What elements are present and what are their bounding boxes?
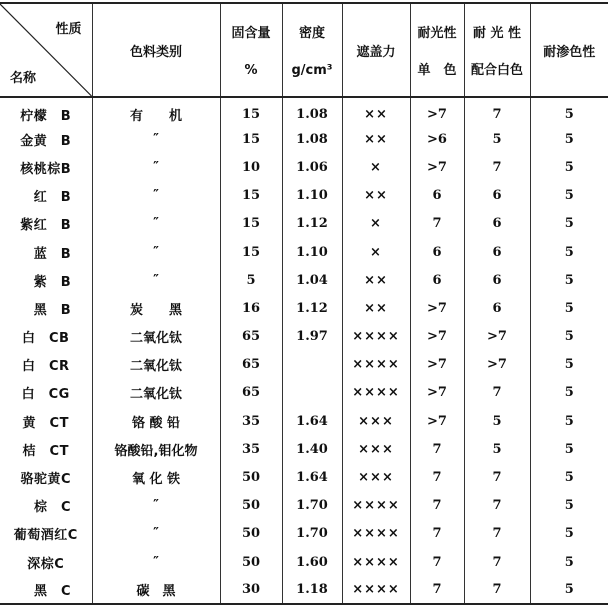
cell-lightfast-white: 7 (464, 379, 530, 407)
cell-lightfast-single: 6 (410, 182, 464, 210)
cell-category: 铬 酸 铅 (92, 407, 220, 435)
cell-density: 1.10 (282, 238, 342, 266)
cell-lightfast-single: 7 (410, 548, 464, 576)
cell-lightfast-single: >7 (410, 294, 464, 322)
cell-bleed-resistance: 5 (530, 492, 608, 520)
cell-name: 黄 CT (22, 415, 69, 431)
cell-solid-content: 15 (220, 97, 282, 125)
cell-lightfast-single: 7 (410, 520, 464, 548)
cell-lightfast-single: 7 (410, 576, 464, 604)
cell-bleed-resistance: 5 (530, 323, 608, 351)
cell-lightfast-white: 7 (464, 576, 530, 604)
cell-name: 黑 B (20, 302, 72, 318)
cell-name: 葡萄酒红C (13, 528, 78, 544)
cell-bleed-resistance: 5 (530, 576, 608, 604)
cell-lightfast-single: 6 (410, 266, 464, 294)
cell-category: 有 机 (92, 97, 220, 125)
cell-density: 1.70 (282, 520, 342, 548)
cell-density: 1.97 (282, 323, 342, 351)
cell-lightfast-white: 7 (464, 492, 530, 520)
cell-hiding-power: ×××× (342, 323, 410, 351)
table-row (0, 576, 608, 604)
cell-lightfast-single: >7 (410, 97, 464, 125)
cell-name: 深棕C (27, 556, 65, 572)
cell-bleed-resistance: 5 (530, 463, 608, 491)
cell-density: 1.70 (282, 492, 342, 520)
cell-category: ″ (92, 125, 220, 153)
cell-density: 1.04 (282, 266, 342, 294)
table-row (0, 238, 608, 266)
cell-bleed-resistance: 5 (530, 351, 608, 379)
cell-solid-content: 50 (220, 548, 282, 576)
header-lightfast-label-2: 耐 光 性 (472, 26, 522, 41)
cell-lightfast-white: >7 (464, 351, 530, 379)
cell-solid-content: 50 (220, 463, 282, 491)
header-density-unit: g/cm³ (291, 63, 333, 78)
cell-lightfast-single: 7 (410, 435, 464, 463)
cell-lightfast-white: 6 (464, 182, 530, 210)
cell-name: 黑 C (0, 576, 92, 604)
cell-category: ″ (92, 492, 220, 520)
cell-hiding-power: × (342, 153, 410, 181)
cell-density: 1.08 (282, 125, 342, 153)
cell-category: 氧 化 铁 (92, 463, 220, 491)
pigment-properties-table (0, 2, 608, 605)
cell-name: 骆驼黄C (20, 472, 72, 488)
cell-lightfast-single: >7 (410, 153, 464, 181)
cell-lightfast-single: 7 (410, 463, 464, 491)
cell-category: ″ (92, 520, 220, 548)
cell-solid-content: 65 (220, 379, 282, 407)
cell-category: 碳 黑 (92, 576, 220, 604)
cell-bleed-resistance: 5 (530, 97, 608, 125)
cell-lightfast-single: >7 (410, 379, 464, 407)
cell-hiding-power: ×××× (342, 379, 410, 407)
cell-hiding-power: ×××× (342, 576, 410, 604)
cell-category: ″ (92, 153, 220, 181)
cell-bleed-resistance: 5 (530, 548, 608, 576)
cell-lightfast-single: 7 (410, 210, 464, 238)
header-hiding-power: 遮盖力 (342, 3, 410, 97)
cell-density: 1.10 (282, 182, 342, 210)
cell-lightfast-white: 6 (464, 266, 530, 294)
header-solid-label: 固含量 (231, 26, 271, 41)
table-row (0, 210, 608, 238)
cell-lightfast-single: 7 (410, 492, 464, 520)
cell-density: 1.12 (282, 210, 342, 238)
cell-category: 二氧化钛 (92, 379, 220, 407)
cell-lightfast-white: 7 (464, 153, 530, 181)
cell-name: 金黄 B (20, 133, 72, 149)
cell-solid-content: 50 (220, 492, 282, 520)
cell-category: ″ (92, 266, 220, 294)
table-row (0, 548, 608, 576)
cell-lightfast-white: 5 (464, 435, 530, 463)
cell-bleed-resistance: 5 (530, 435, 608, 463)
table-row (0, 294, 608, 322)
cell-solid-content: 10 (220, 153, 282, 181)
cell-solid-content: 5 (220, 266, 282, 294)
cell-hiding-power: ×× (342, 97, 410, 125)
header-with-white-label: 配合白色 (470, 63, 523, 78)
header-bleed-resistance: 耐渗色性 (530, 3, 608, 97)
cell-density: 1.08 (282, 97, 342, 125)
table-row (0, 266, 608, 294)
cell-category: ″ (92, 182, 220, 210)
table-row (0, 379, 608, 407)
cell-category: ″ (92, 210, 220, 238)
header-density-label: 密度 (298, 26, 325, 41)
cell-bleed-resistance: 5 (530, 407, 608, 435)
cell-category: 二氧化钛 (92, 323, 220, 351)
cell-solid-content: 35 (220, 435, 282, 463)
table-row (0, 463, 608, 491)
cell-name: 紫 B (20, 274, 72, 290)
cell-name: 白 CG (21, 387, 70, 403)
cell-solid-content: 15 (220, 210, 282, 238)
cell-hiding-power: ×××× (342, 492, 410, 520)
cell-bleed-resistance: 5 (530, 379, 608, 407)
cell-lightfast-white: 5 (464, 407, 530, 435)
table-row (0, 435, 608, 463)
cell-solid-content: 65 (220, 323, 282, 351)
cell-solid-content: 15 (220, 125, 282, 153)
cell-name: 棕 C (20, 500, 72, 516)
cell-name: 桔 CT (22, 443, 69, 459)
table-row (0, 125, 608, 153)
cell-hiding-power: ×××× (342, 548, 410, 576)
cell-hiding-power: ×× (342, 294, 410, 322)
cell-category: 炭 黑 (92, 294, 220, 322)
cell-hiding-power: ×××× (342, 351, 410, 379)
cell-hiding-power: × (342, 238, 410, 266)
cell-solid-content: 30 (220, 576, 282, 604)
table-body (0, 97, 608, 604)
cell-hiding-power: ×××× (342, 520, 410, 548)
cell-hiding-power: ×× (342, 125, 410, 153)
cell-density: 1.60 (282, 548, 342, 576)
cell-lightfast-white: 7 (464, 463, 530, 491)
cell-lightfast-white: 7 (464, 520, 530, 548)
cell-density (282, 351, 342, 379)
cell-solid-content: 50 (220, 520, 282, 548)
header-solid-content (220, 3, 282, 97)
cell-name: 蓝 B (20, 246, 72, 262)
header-lightfastness-white (464, 3, 530, 97)
header-single-color-label: 单 色 (417, 63, 457, 78)
cell-category: 铬酸铅,钼化物 (92, 435, 220, 463)
cell-lightfast-single: >7 (410, 351, 464, 379)
header-lightfast-label: 耐光性 (417, 26, 457, 41)
cell-density: 1.18 (282, 576, 342, 604)
table-row (0, 351, 608, 379)
header-property-label: 性质 (55, 22, 82, 37)
cell-name: 柠檬 B (20, 109, 72, 125)
cell-solid-content: 65 (220, 351, 282, 379)
cell-lightfast-white: 5 (464, 125, 530, 153)
cell-lightfast-white: 7 (464, 548, 530, 576)
cell-bleed-resistance: 5 (530, 238, 608, 266)
table-row (0, 407, 608, 435)
cell-lightfast-white: 6 (464, 210, 530, 238)
cell-category: ″ (92, 548, 220, 576)
table-row (0, 97, 608, 125)
cell-lightfast-single: >6 (410, 125, 464, 153)
cell-bleed-resistance: 5 (530, 182, 608, 210)
cell-category: ″ (92, 238, 220, 266)
cell-lightfast-white: 6 (464, 294, 530, 322)
table-row (0, 153, 608, 181)
cell-solid-content: 15 (220, 182, 282, 210)
cell-lightfast-white: 7 (464, 97, 530, 125)
cell-density: 1.64 (282, 407, 342, 435)
cell-solid-content: 15 (220, 238, 282, 266)
cell-solid-content: 35 (220, 407, 282, 435)
cell-hiding-power: ××× (342, 407, 410, 435)
table-row (0, 182, 608, 210)
cell-hiding-power: ×× (342, 266, 410, 294)
cell-name: 核桃棕B (20, 161, 72, 177)
cell-density: 1.06 (282, 153, 342, 181)
cell-solid-content: 16 (220, 294, 282, 322)
cell-bleed-resistance: 5 (530, 153, 608, 181)
header-category: 色料类别 (92, 3, 220, 97)
table-row (0, 520, 608, 548)
diagonal-header-cell (0, 3, 92, 97)
header-lightfastness-single (410, 3, 464, 97)
cell-hiding-power: ××× (342, 435, 410, 463)
cell-name: 白 CB (22, 331, 70, 347)
cell-bleed-resistance: 5 (530, 520, 608, 548)
cell-density: 1.40 (282, 435, 342, 463)
header-name-label: 名称 (10, 71, 37, 86)
cell-hiding-power: ×× (342, 182, 410, 210)
cell-density: 1.12 (282, 294, 342, 322)
table-header-row (0, 3, 608, 97)
cell-hiding-power: ××× (342, 463, 410, 491)
cell-bleed-resistance: 5 (530, 210, 608, 238)
table-row (0, 492, 608, 520)
header-solid-unit: % (244, 63, 258, 78)
cell-name: 红 B (20, 190, 72, 206)
cell-density: 1.64 (282, 463, 342, 491)
cell-lightfast-single: >7 (410, 323, 464, 351)
cell-category: 二氧化钛 (92, 351, 220, 379)
header-density (282, 3, 342, 97)
cell-density (282, 379, 342, 407)
cell-lightfast-single: >7 (410, 407, 464, 435)
cell-lightfast-white: >7 (464, 323, 530, 351)
cell-name: 白 CR (21, 359, 70, 375)
cell-lightfast-single: 6 (410, 238, 464, 266)
cell-name: 紫红 B (20, 218, 72, 234)
cell-bleed-resistance: 5 (530, 266, 608, 294)
table-row (0, 323, 608, 351)
cell-bleed-resistance: 5 (530, 294, 608, 322)
cell-hiding-power: × (342, 210, 410, 238)
cell-bleed-resistance: 5 (530, 125, 608, 153)
cell-lightfast-white: 6 (464, 238, 530, 266)
